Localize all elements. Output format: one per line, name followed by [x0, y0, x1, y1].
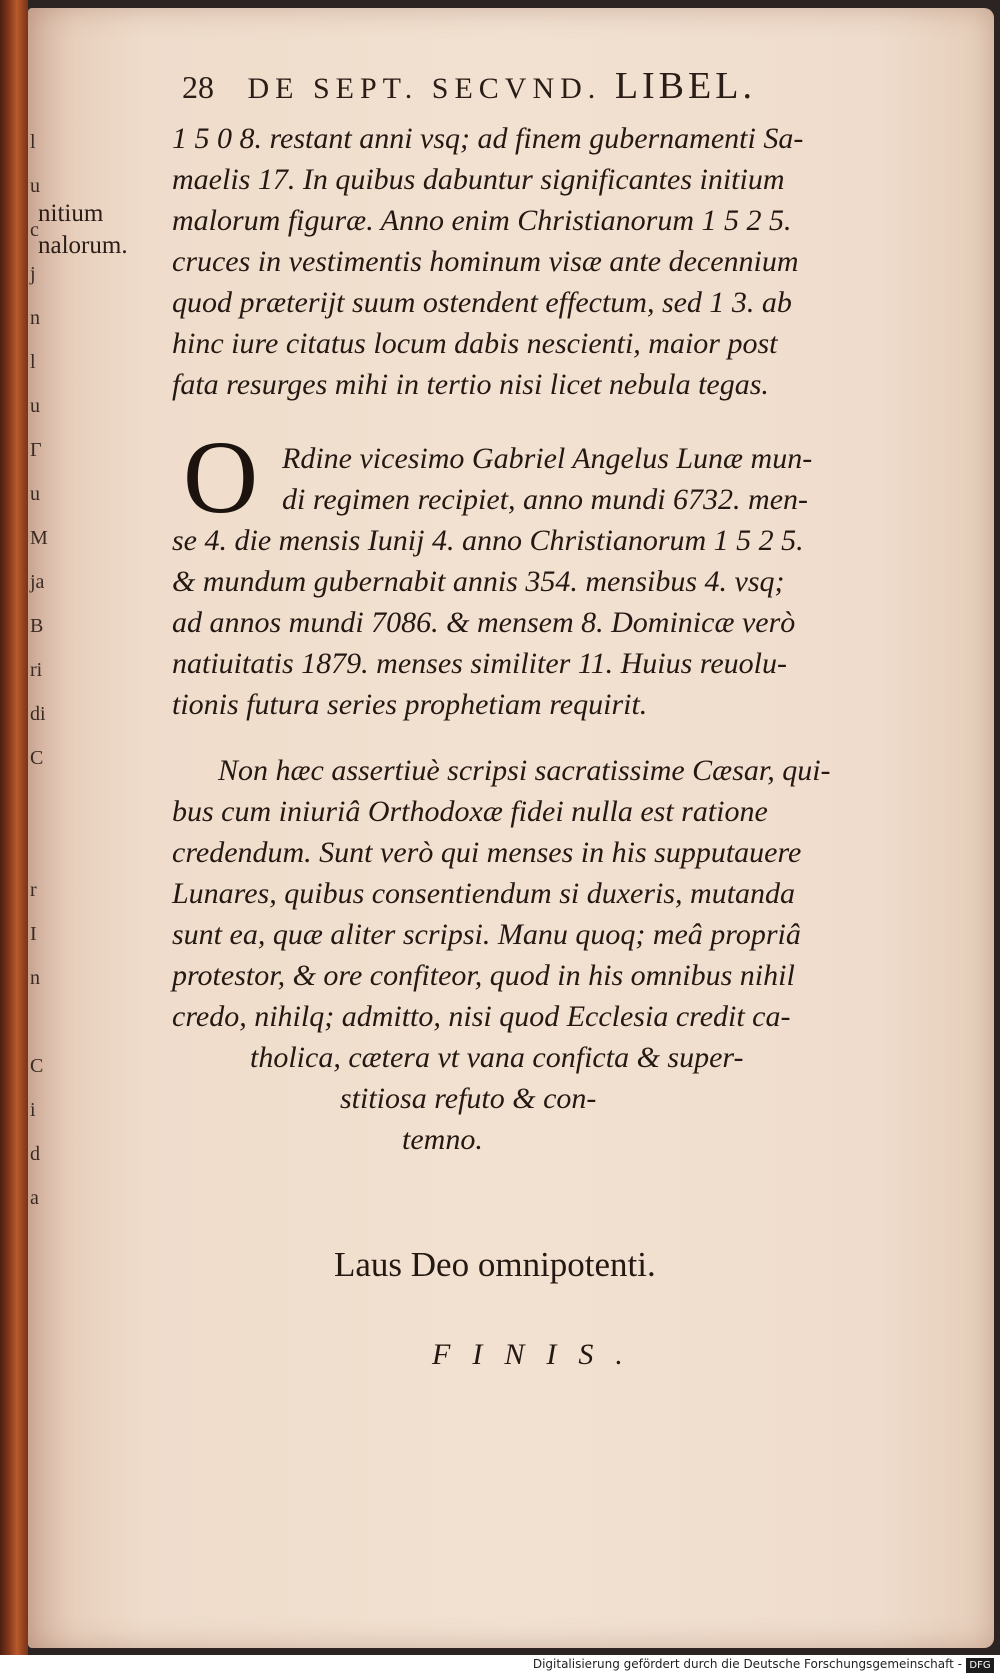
- text-line: ad annos mundi 7086. & mensem 8. Dominicæ verò: [172, 606, 796, 639]
- bleed-letter: j: [30, 263, 36, 285]
- bleed-letter: I: [30, 923, 37, 945]
- text-line: di regimen recipiet, anno mundi 6732. men-: [282, 483, 809, 516]
- running-title-end: LIBEL.: [614, 65, 756, 107]
- bleed-letter: i: [30, 1099, 36, 1121]
- bleed-letter: [30, 780, 44, 824]
- bleed-letter: C: [30, 747, 44, 769]
- text-line: hinc iure citatus locum dabis nescienti, maior post: [172, 327, 778, 360]
- text-line: malorum figuræ. Anno enim Christianorum 1 5 2 5.: [172, 204, 792, 237]
- bleed-letter: l: [30, 131, 36, 153]
- marginal-note-line: nalorum.: [38, 232, 128, 259]
- bleed-letter: u: [30, 175, 40, 197]
- bleed-letter: n: [30, 307, 40, 329]
- bleed-letter: di: [30, 703, 46, 725]
- dfg-logo-icon: DFG: [966, 1658, 994, 1673]
- closing-finis: FINIS.: [432, 1338, 645, 1371]
- bleed-letter: r: [30, 879, 37, 901]
- text-line: fata resurges mihi in tertio nisi licet nebula tegas.: [172, 368, 769, 401]
- bleed-letter: M: [30, 527, 48, 549]
- bleed-letter: C: [30, 1055, 44, 1077]
- paragraph-2-head: [282, 438, 922, 520]
- text-line: cruces in vestimentis hominum visæ ante decennium: [172, 245, 799, 278]
- text-line: Rdine vicesimo Gabriel Angelus Lunæ mun-: [282, 442, 813, 475]
- bleed-letter: c: [30, 219, 39, 241]
- text-line: natiuitatis 1879. menses similiter 11. Huius reuolu-: [172, 647, 787, 680]
- paragraph-3: [172, 750, 920, 1160]
- text-line: stitiosa refuto & con-: [340, 1082, 597, 1115]
- digitization-footer: [0, 1655, 1000, 1677]
- bleed-letter: d: [30, 1143, 40, 1165]
- text-line: 1 5 0 8. restant anni vsq; ad finem gubernamenti Sa-: [172, 122, 804, 155]
- footer-credit: Digitalisierung gefördert durch die Deutsche Forschungsgemeinschaft -: [532, 1657, 962, 1671]
- paragraph-2-body: [172, 520, 920, 725]
- text-line: quod præterijt suum ostendent effectum, sed 1 3. ab: [172, 286, 792, 319]
- text-line: se 4. die mensis Iunij 4. anno Christianorum 1 5 2 5.: [172, 524, 804, 557]
- text-line: temno.: [402, 1123, 483, 1156]
- bleed-letter: u: [30, 395, 40, 417]
- text-line: protestor, & ore confiteor, quod in his omnibus nihil: [172, 959, 795, 992]
- bleed-letter: [30, 824, 44, 868]
- bleed-through-column: [30, 120, 48, 1300]
- bleed-letter: Γ: [30, 439, 42, 461]
- closing-laus: Laus Deo omnipotenti.: [334, 1245, 656, 1284]
- text-line: tholica, cætera vt vana conficta & super-: [250, 1041, 744, 1074]
- text-line: Non hæc assertiuè scripsi sacratissime Cæsar, qui-: [218, 754, 831, 787]
- bleed-letter: a: [30, 1187, 39, 1209]
- bleed-letter: u: [30, 483, 40, 505]
- bleed-letter: l: [30, 351, 36, 373]
- bleed-letter: ja: [30, 571, 45, 593]
- page-number: 28: [182, 69, 214, 105]
- marginal-note-line: nitium: [38, 200, 104, 227]
- bleed-letter: B: [30, 615, 44, 637]
- bleed-letter: [30, 1000, 44, 1044]
- running-header: [182, 64, 902, 114]
- book-spine: [0, 0, 28, 1655]
- text-line: tionis futura series prophetiam requirit.: [172, 688, 648, 721]
- text-line: maelis 17. In quibus dabuntur significantes initium: [172, 163, 785, 196]
- text-line: credendum. Sunt verò qui menses in his supputauere: [172, 836, 802, 869]
- text-line: credo, nihilq; admitto, nisi quod Ecclesia credit ca-: [172, 1000, 791, 1033]
- running-title: DE SEPT. SECVND.: [247, 72, 602, 105]
- paragraph-1: [172, 118, 920, 405]
- text-line: & mundum gubernabit annis 354. mensibus 4. vsq;: [172, 565, 785, 598]
- text-line: Lunares, quibus consentiendum si duxeris, mutanda: [172, 877, 796, 910]
- bleed-letter: ri: [30, 659, 43, 681]
- drop-capital: O: [183, 420, 259, 535]
- marginal-note: [38, 198, 168, 262]
- bleed-letter: n: [30, 967, 40, 989]
- text-line: sunt ea, quæ aliter scripsi. Manu quoq; meâ propriâ: [172, 918, 801, 951]
- text-line: bus cum iniuriâ Orthodoxæ fidei nulla est ratione: [172, 795, 768, 828]
